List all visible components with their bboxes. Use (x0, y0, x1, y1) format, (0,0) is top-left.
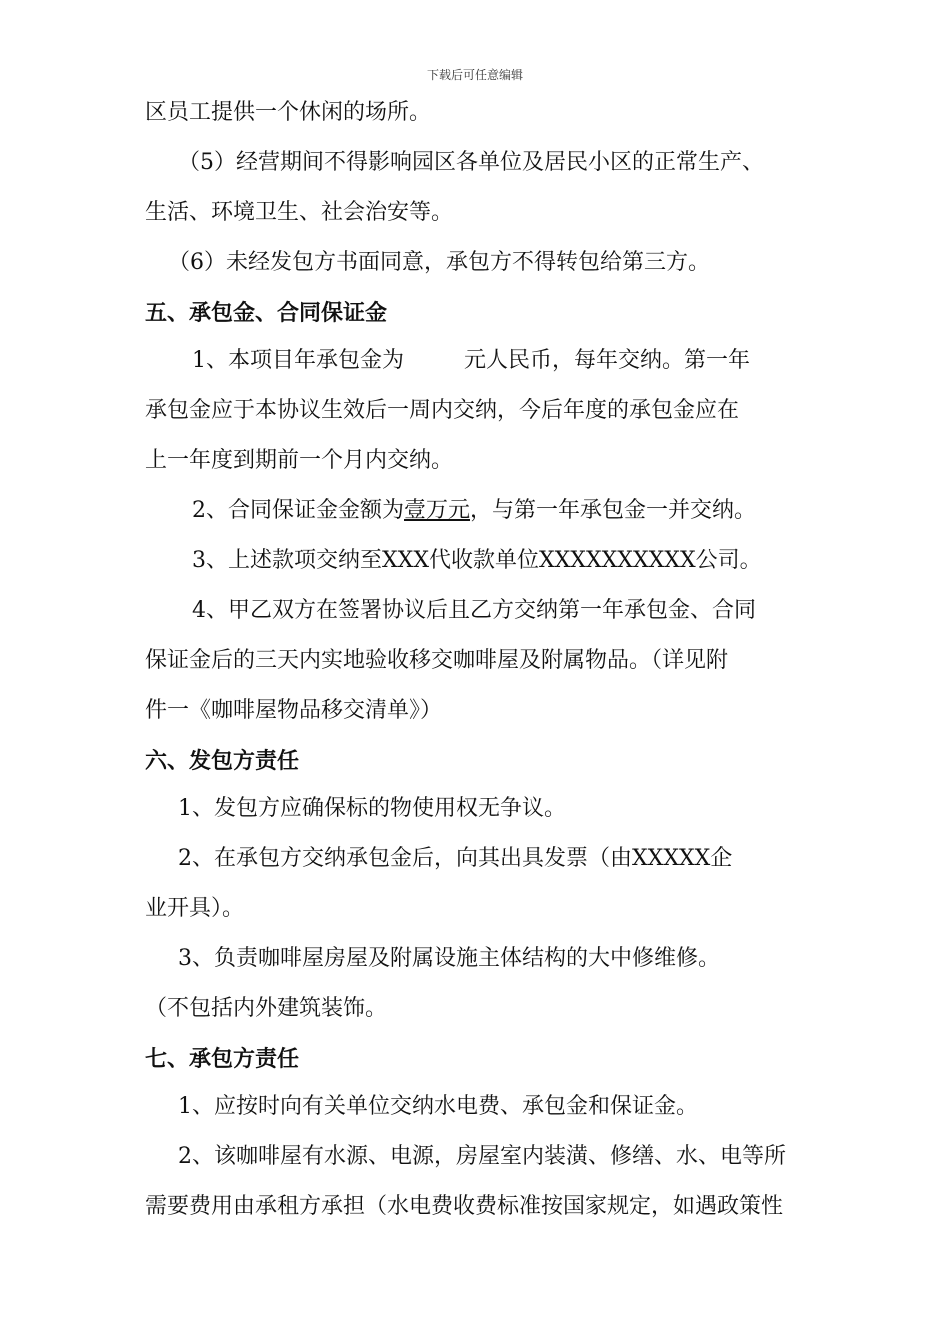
item-5-2-part1: 2、合同保证金金额为 (192, 498, 404, 523)
paragraph-line: 业开具）。 (145, 896, 245, 921)
item-5-1-part1: 1、本项目年承包金为 (192, 348, 404, 373)
paragraph-line: （不包括内外建筑装饰。 (145, 996, 388, 1021)
paragraph-line: 生活、环境卫生、社会治安等。 (145, 200, 454, 225)
item-6-3: 3、负责咖啡屋房屋及附属设施主体结构的大中修维修。 (178, 946, 720, 971)
paragraph-line: 上一年度到期前一个月内交纳。 (145, 448, 454, 473)
clause-6: （6）未经发包方书面同意，承包方不得转包给第三方。 (168, 250, 710, 275)
item-5-1 (192, 346, 750, 376)
item-5-2 (192, 496, 756, 526)
section-heading-5: 五、承包金、合同保证金 (145, 300, 388, 326)
section-heading-7: 七、承包方责任 (145, 1046, 300, 1072)
paragraph-line: 需要费用由承租方承担（水电费收费标准按国家规定，如遇政策性 (145, 1194, 784, 1219)
paragraph-line: 承包金应于本协议生效后一周内交纳，今后年度的承包金应在 (145, 398, 740, 423)
item-6-2: 2、在承包方交纳承包金后，向其出具发票（由XXXXX企 (178, 846, 733, 871)
item-7-2: 2、该咖啡屋有水源、电源，房屋室内装潢、修缮、水、电等所 (178, 1144, 786, 1169)
page-header-note: 下载后可任意编辑 (426, 68, 523, 82)
item-5-4: 4、甲乙双方在签署协议后且乙方交纳第一年承包金、合同 (192, 598, 756, 623)
paragraph-line: 保证金后的三天内实地验收移交咖啡屋及附属物品。（详见附 (145, 648, 729, 673)
item-5-1-part2: 元人民币，每年交纳。第一年 (464, 348, 751, 373)
item-5-3: 3、上述款项交纳至XXX代收款单位XXXXXXXXXX公司。 (192, 548, 762, 573)
clause-5: （5）经营期间不得影响园区各单位及居民小区的正常生产、 (178, 150, 764, 175)
item-7-1: 1、应按时向有关单位交纳水电费、承包金和保证金。 (178, 1094, 698, 1119)
paragraph-line: 件一《咖啡屋物品移交清单》） (145, 698, 443, 723)
item-5-2-part2: ，与第一年承包金一并交纳。 (470, 498, 757, 523)
deposit-amount: 壹万元 (404, 498, 471, 523)
section-heading-6: 六、发包方责任 (145, 748, 300, 774)
paragraph-line: 区员工提供一个休闲的场所。 (145, 100, 432, 125)
item-6-1: 1、发包方应确保标的物使用权无争议。 (178, 796, 566, 821)
